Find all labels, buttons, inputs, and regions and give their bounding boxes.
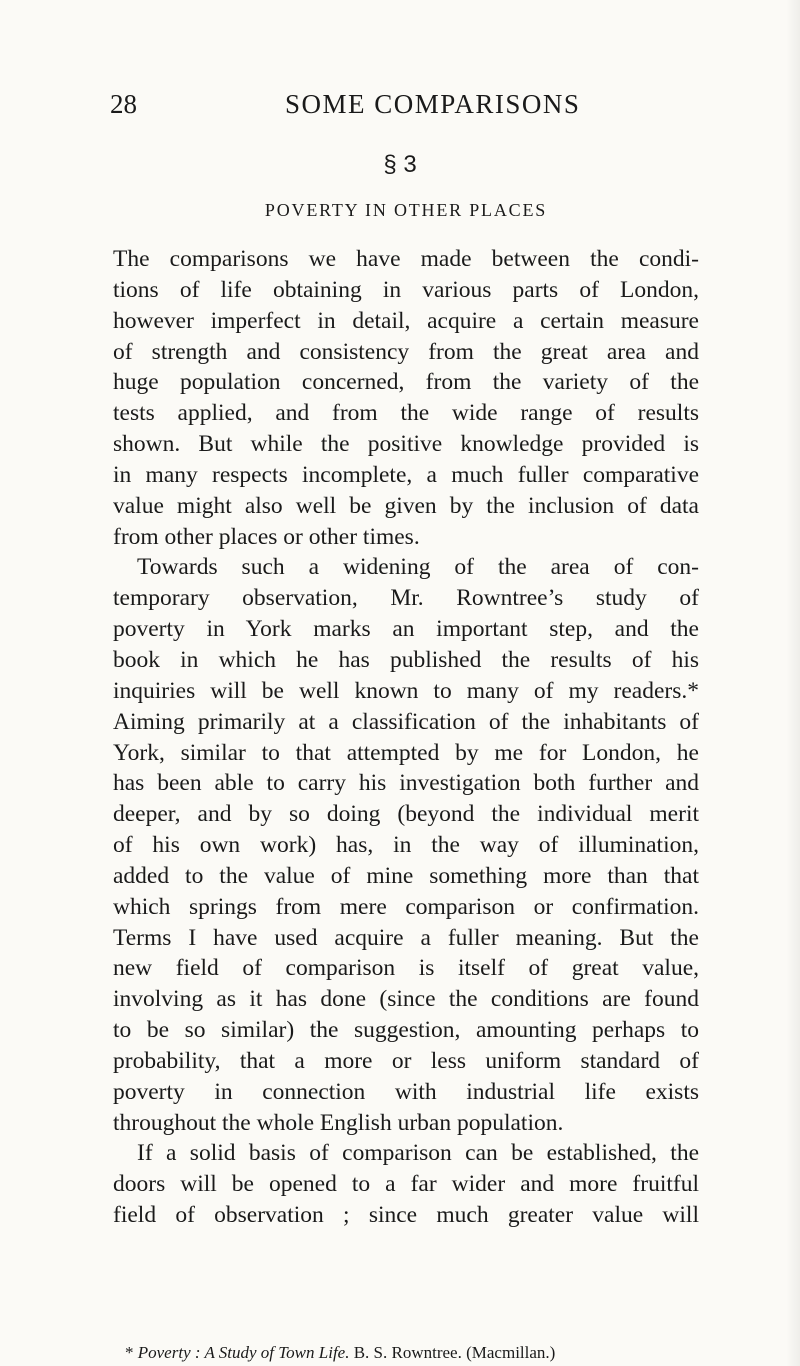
text-line: new field of comparison is itself of great value, <box>113 955 699 982</box>
text-line: of strength and consistency from the great area and <box>113 338 699 365</box>
text-line: involving as it has done (since the conditions are found <box>113 986 699 1013</box>
text-line: shown. But while the positive knowledge provided is <box>113 431 699 458</box>
running-title: SOME COMPARISONS <box>285 89 581 119</box>
text-line: of his own work) has, in the way of illumination, <box>113 832 699 859</box>
section-number: § 3 <box>383 151 417 178</box>
text-line: Towards such a widening of the area of con- <box>137 554 699 581</box>
text-line: throughout the whole English urban population. <box>113 1109 564 1136</box>
text-line: to be so similar) the suggestion, amounting perhaps to <box>113 1017 699 1044</box>
text-line: poverty in connection with industrial life exists <box>113 1078 699 1105</box>
text-line: York, similar to that attempted by me for London, he <box>113 739 699 766</box>
text-line: in many respects incomplete, a much fuller comparative <box>113 461 699 488</box>
text-line: Aiming primarily at a classification of the inhabitants of <box>113 708 699 735</box>
text-line: inquiries will be well known to many of my readers.* <box>113 677 699 704</box>
body-text <box>113 244 699 1231</box>
page-edge-shadow <box>786 0 800 1366</box>
text-line: tions of life obtaining in various parts of London, <box>113 276 699 303</box>
footnote-marker: * <box>125 1343 134 1362</box>
text-line: deeper, and by so doing (beyond the individual merit <box>113 801 699 828</box>
text-line: doors will be opened to a far wider and more fruitful <box>113 1171 699 1198</box>
text-line: poverty in York marks an important step, and the <box>113 616 699 643</box>
text-line: book in which he has published the results of his <box>113 646 699 673</box>
footnote <box>125 1343 705 1363</box>
text-line: field of observation ; since much greater value will <box>113 1202 699 1229</box>
text-line: which springs from mere comparison or confirmation. <box>113 893 699 920</box>
page-number: 28 <box>110 89 137 119</box>
text-line: however imperfect in detail, acquire a certain measure <box>113 307 699 334</box>
text-line: tests applied, and from the wide range of results <box>113 400 699 427</box>
text-line: probability, that a more or less uniform standard of <box>113 1047 699 1074</box>
text-line: has been able to carry his investigation both further and <box>113 770 699 797</box>
text-line: Terms I have used acquire a fuller meaning. But the <box>113 924 699 951</box>
footnote-citation: B. S. Rowntree. (Macmillan.) <box>353 1343 556 1362</box>
running-head <box>110 88 710 120</box>
text-line: temporary observation, Mr. Rowntree’s study of <box>113 585 699 612</box>
text-line: The comparisons we have made between the condi- <box>113 246 699 272</box>
text-line: value might also well be given by the inclusion of data <box>113 492 699 519</box>
text-line: huge population concerned, from the variety of the <box>113 369 699 396</box>
text-line: added to the value of mine something more than that <box>113 862 699 889</box>
text-line: If a solid basis of comparison can be established, the <box>137 1140 699 1167</box>
text-line: from other places or other times. <box>113 523 420 550</box>
footnote-book-title: Poverty : A Study of Town Life. <box>137 1343 350 1362</box>
section-title: POVERTY IN OTHER PLACES <box>264 200 548 220</box>
